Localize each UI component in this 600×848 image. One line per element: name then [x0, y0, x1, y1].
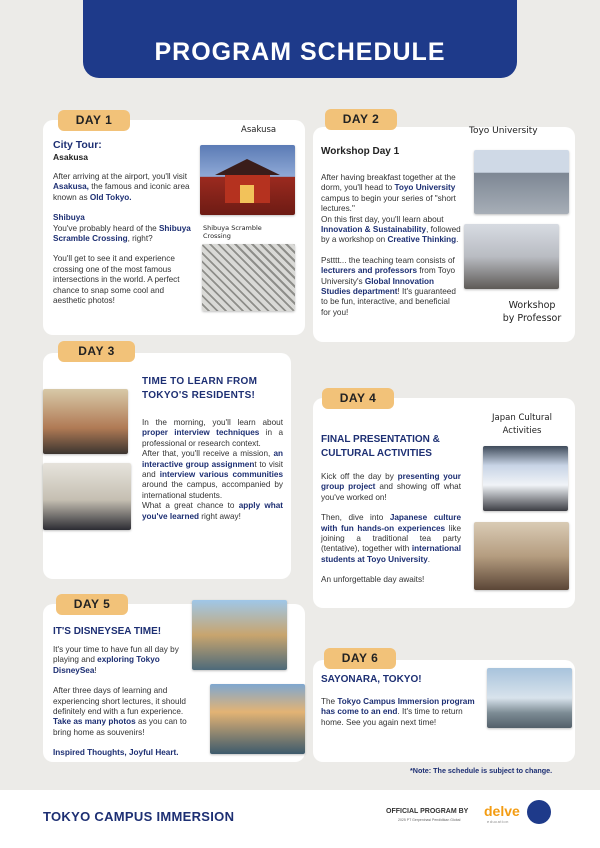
- day5-title: IT'S DISNEYSEA TIME!: [53, 626, 162, 637]
- day6-title: SAYONARA, TOKYO!: [321, 674, 422, 685]
- toyo-campus-photo: [474, 150, 569, 214]
- day1-hand-shibuya: Shibuya Scramble Crossing: [203, 224, 262, 240]
- day5-pill: DAY 5: [56, 594, 128, 615]
- partner-logo-icon: [527, 800, 551, 824]
- day4-pill: DAY 4: [322, 388, 394, 409]
- page-title: PROGRAM SCHEDULE: [154, 38, 446, 66]
- day3-text: In the morning, you'll learn about proper interview techniques in a professional or research context. After that, you'll receive a mission, an interactive group assignment to visit and interview various communities around the campus, accompanied by international students. What a great chance to apply what you've learned right away!: [142, 418, 284, 521]
- day1-text: After arriving at the airport, you'll visit Asakusa, the famous and iconic area known as Old Tokyo. Shibuya You've probably heard of the Shibuya Scramble Crossing, right? You'll get to see it and experience crossing one of the most famous intersections in the world. A perfect chance to snap some cool and aesthetic photos!: [53, 172, 193, 316]
- shibuya-photo: [202, 244, 295, 311]
- airport-photo: [487, 668, 572, 728]
- schedule-note: *Note: The schedule is subject to change.: [410, 766, 553, 775]
- day1-title: City Tour:: [53, 139, 102, 151]
- presentation-photo: [483, 446, 568, 511]
- day4-text: Kick off the day by presenting your group project and showing off what you've worked on! Then, dive into Japanese culture with fun hands-on experiences like joining a traditional tea party (tentative), together with international students at Toyo University. An unforgettable day awaits!: [321, 472, 462, 585]
- disneysea-harbor-photo: [210, 684, 305, 754]
- day1-hand-asakusa: Asakusa: [241, 125, 277, 135]
- official-program-sub: 2025 PT Gerpeninasi Pendidikan Global: [398, 818, 461, 822]
- day2-hand-workshop: Workshop by Professor: [502, 300, 562, 324]
- day5-text: It's your time to have fun all day by playing and exploring Tokyo DisneySea! After three days of learning and experiencing short lectures, it should definitely end with a fun experience. Take as many photos as you can to bring home as souvenirs! Inspired Thoughts, Joyful Heart.: [53, 645, 187, 758]
- workshop-photo: [464, 224, 559, 289]
- header-banner: [83, 0, 517, 78]
- classroom-photo: [43, 463, 131, 530]
- education-label: education: [487, 819, 509, 824]
- delve-logo: delve: [484, 803, 520, 819]
- day2-title: Workshop Day 1: [321, 146, 400, 157]
- day3-title: TIME TO LEARN FROM TOKYO'S RESIDENTS!: [142, 376, 258, 401]
- day6-pill: DAY 6: [324, 648, 396, 669]
- asakusa-photo: [200, 145, 295, 215]
- day3-pill: DAY 3: [58, 341, 135, 362]
- footer-title: TOKYO CAMPUS IMMERSION: [43, 809, 235, 824]
- disneysea-photo: [192, 600, 287, 670]
- day1-subtitle: Asakusa: [53, 152, 88, 162]
- official-program-label: OFFICIAL PROGRAM BY: [386, 808, 469, 815]
- day6-text: The Tokyo Campus Immersion program has come to an end. It's time to return home. See you again next time!: [321, 697, 475, 727]
- day1-pill: DAY 1: [58, 110, 130, 131]
- tea-party-photo: [474, 522, 569, 590]
- group-photo: [43, 389, 128, 454]
- day4-hand-cultural: Japan Cultural Activities: [492, 413, 552, 436]
- day2-text: After having breakfast together at the dorm, you'll head to Toyo University campus to begin your series of "short lectures." On this first day, you'll learn about Innovation & Sustainability, followed by a workshop on Creative Thinking. Pstttt... the teaching team consists of lecturers and professors from Toyo University's Global Innovation Studies department! It's guaranteed to be fun, interactive, and beneficial for you!: [321, 173, 461, 317]
- day2-hand-toyo: Toyo University: [469, 126, 538, 136]
- day1-shibuya-heading: Shibuya: [53, 213, 85, 223]
- day5-tagline: Inspired Thoughts, Joyful Heart.: [53, 748, 179, 758]
- day4-title: FINAL PRESENTATION & CULTURAL ACTIVITIES: [321, 434, 440, 459]
- day2-pill: DAY 2: [325, 109, 397, 130]
